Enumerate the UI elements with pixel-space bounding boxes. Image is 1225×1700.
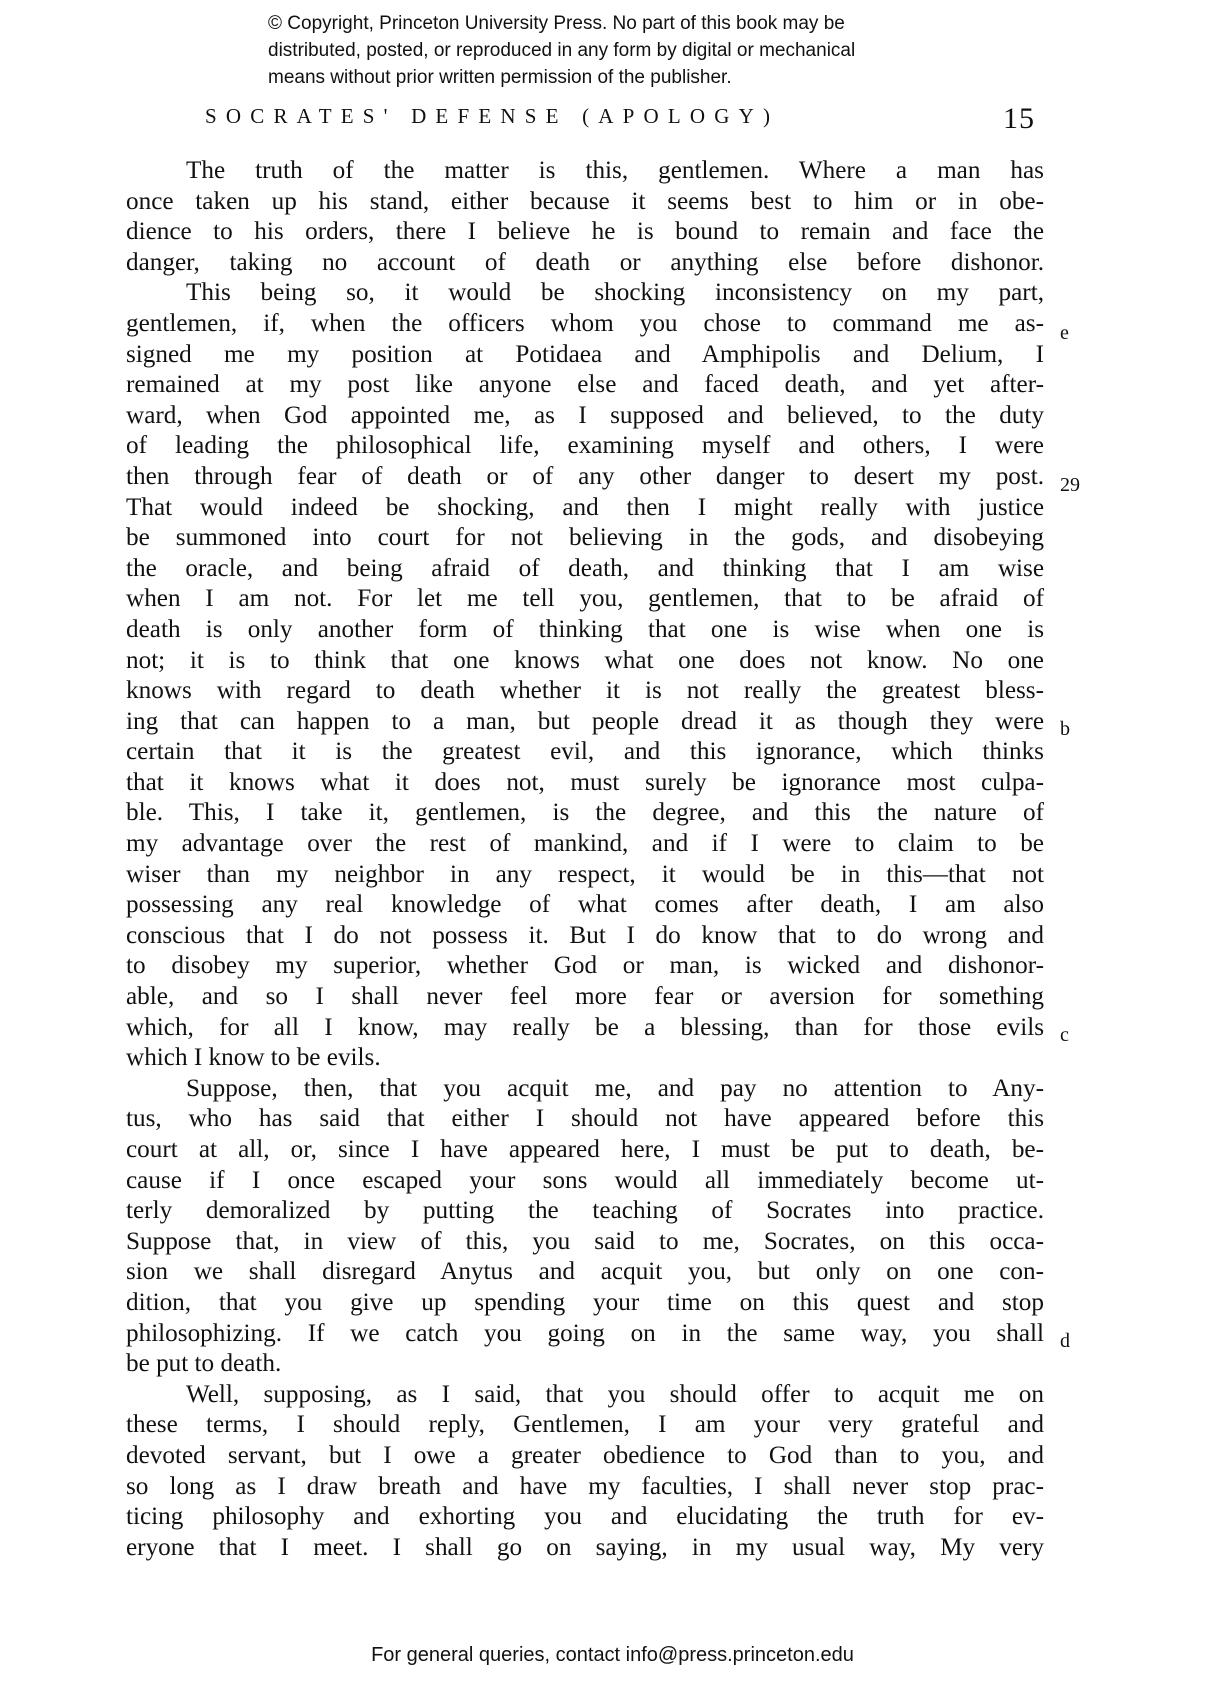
text-line: able, and so I shall never feel more fear or aversion for something (126, 983, 1044, 1011)
paragraph (126, 1074, 1044, 1380)
text-line: terly demoralized by putting the teaching of Socrates into practice. (126, 1197, 1044, 1225)
text-line: that it knows what it does not, must surely be ignorance most culpa- (126, 768, 1044, 796)
copyright-line: distributed, posted, or reproduced in any form by digital or mechanical (268, 40, 856, 61)
text-line: ticing philosophy and exhorting you and elucidating the truth for ev- (126, 1503, 1044, 1531)
text-line: That would indeed be shocking, and then I might really with justice (126, 493, 1044, 521)
text-line: signed me my position at Potidaea and Amphipolis and Delium, I (126, 340, 1044, 368)
body-text (126, 156, 1044, 1563)
text-line: then through fear of death or of any other danger to desert my post. (126, 462, 1044, 490)
text-line: ing that can happen to a man, but people dread it as though they were (126, 707, 1044, 735)
text-line: philosophizing. If we catch you going on in the same way, you shall (126, 1319, 1044, 1347)
text-line: ble. This, I take it, gentlemen, is the degree, and this the nature of (126, 799, 1044, 827)
copyright-line: means without prior written permission of the publisher. (268, 67, 732, 88)
text-line: my advantage over the rest of mankind, and if I were to claim to be (126, 830, 1044, 858)
text-line: Suppose that, in view of this, you said to me, Socrates, on this occa- (126, 1227, 1044, 1255)
text-line: so long as I draw breath and have my faculties, I shall never stop prac- (126, 1472, 1044, 1500)
margin-marker: 29 (1060, 474, 1080, 496)
footer-contact: For general queries, contact info@press.princeton.edu (371, 1644, 854, 1666)
text-line: to disobey my superior, whether God or man, is wicked and dishonor- (126, 952, 1044, 980)
text-line: gentlemen, if, when the officers whom you chose to command me as- (126, 309, 1044, 337)
text-line: wiser than my neighbor in any respect, it would be in this—that not (126, 860, 1044, 888)
text-line: possessing any real knowledge of what comes after death, I am also (126, 891, 1044, 919)
text-line: dience to his orders, there I believe he is bound to remain and face the (126, 218, 1044, 246)
running-head (205, 104, 1045, 140)
margin-marker: b (1060, 718, 1070, 740)
text-line: not; it is to think that one knows what one does not know. No one (126, 646, 1044, 674)
text-line: death is only another form of thinking that one is wise when one is (126, 615, 1044, 643)
text-line: knows with regard to death whether it is not really the greatest bless- (126, 677, 1044, 705)
text-line: cause if I once escaped your sons would all immediately become ut- (126, 1166, 1044, 1194)
text-line: when I am not. For let me tell you, gentlemen, that to be afraid of (126, 585, 1044, 613)
text-line: the oracle, and being afraid of death, and thinking that I am wise (126, 554, 1044, 582)
text-line: danger, taking no account of death or anything else before dishonor. (126, 248, 1044, 276)
margin-marker: e (1060, 322, 1069, 344)
paragraph (126, 1380, 1044, 1564)
text-line: court at all, or, since I have appeared here, I must be put to death, be- (126, 1136, 1044, 1163)
text-line: certain that it is the greatest evil, and this ignorance, which thinks (126, 738, 1044, 766)
margin-marker: d (1060, 1330, 1070, 1352)
text-line: conscious that I do not possess it. But I do know that to do wrong and (126, 921, 1044, 949)
page-number: 15 (1003, 102, 1035, 135)
margin-marker: c (1060, 1024, 1069, 1046)
text-line: once taken up his stand, either because it seems best to him or in obe- (126, 187, 1044, 215)
text-line: of leading the philosophical life, examining myself and others, I were (126, 432, 1044, 460)
text-line: tus, who has said that either I should not have appeared before this (126, 1105, 1044, 1133)
paragraph (126, 278, 1044, 1073)
text-line: ward, when God appointed me, as I supposed and believed, to the duty (126, 401, 1044, 429)
copyright-notice (268, 10, 1028, 91)
paragraph (126, 156, 1044, 278)
text-line: eryone that I meet. I shall go on saying, in my usual way, My very (126, 1533, 1044, 1561)
text-line: dition, that you give up spending your time on this quest and stop (126, 1288, 1044, 1316)
text-line: The truth of the matter is this, gentlemen. Where a man has (186, 157, 1044, 184)
text-line: which, for all I know, may really be a blessing, than for those evils (126, 1013, 1044, 1041)
text-line: which I know to be evils. (126, 1044, 381, 1072)
text-line: these terms, I should reply, Gentlemen, I am your very grateful and (126, 1411, 1044, 1439)
text-line: remained at my post like anyone else and faced death, and yet after- (126, 371, 1044, 399)
text-line: Suppose, then, that you acquit me, and pay no attention to Any- (186, 1074, 1044, 1102)
text-line: devoted servant, but I owe a greater obedience to God than to you, and (126, 1441, 1044, 1469)
text-line: be put to death. (126, 1350, 282, 1378)
text-line: be summoned into court for not believing in the gods, and disobeying (126, 524, 1044, 552)
text-line: This being so, it would be shocking inconsistency on my part, (186, 279, 1044, 307)
copyright-line: © Copyright, Princeton University Press. No part of this book may be (268, 13, 845, 34)
text-line: Well, supposing, as I said, that you should offer to acquit me on (186, 1380, 1044, 1408)
running-title: SOCRATES' DEFENSE (APOLOGY) (205, 104, 780, 128)
text-line: sion we shall disregard Anytus and acquit you, but only on one con- (126, 1258, 1044, 1286)
